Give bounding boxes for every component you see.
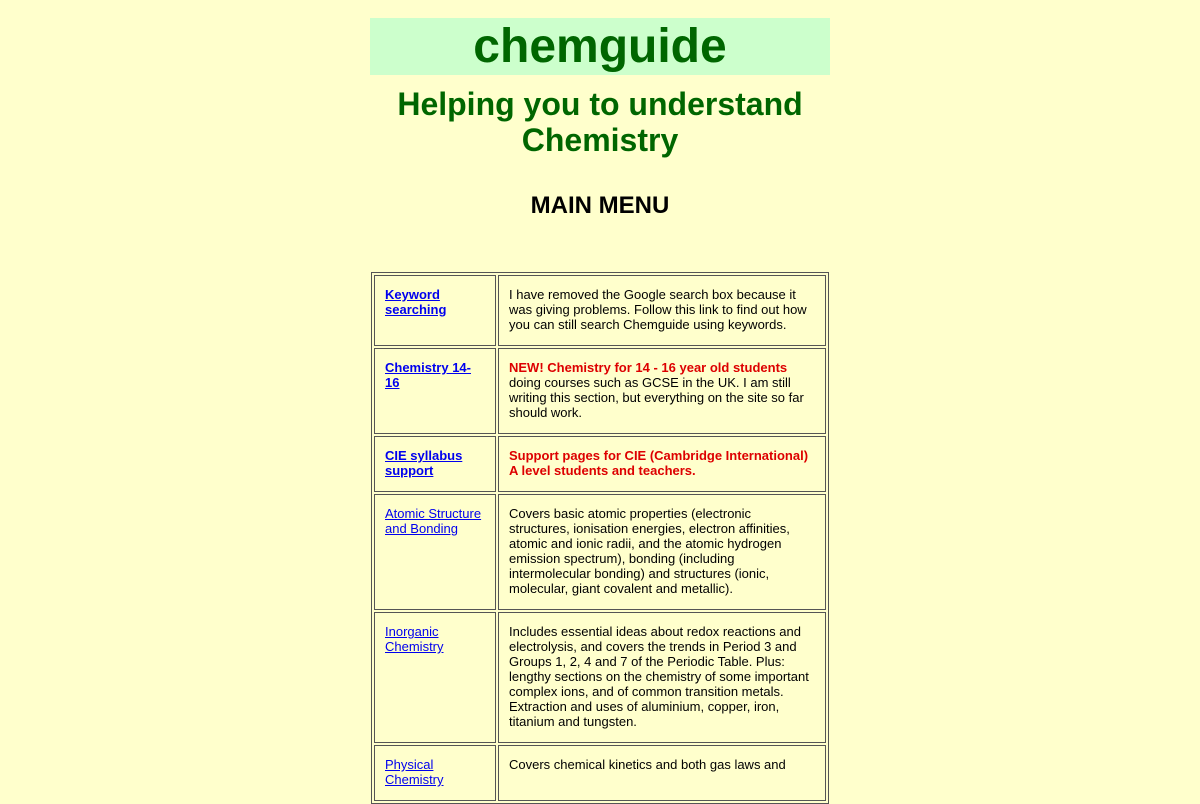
table-row	[374, 745, 826, 801]
table-row	[374, 348, 826, 434]
physical-chemistry-link[interactable]: Physical Chemistry	[385, 757, 444, 787]
row-description: Includes essential ideas about redox reactions and electrolysis, and covers the trends in Period 3 and Groups 1, 2, 4 and 7 of the Periodic Table. Plus: lengthy sections on the chemistry of some important complex ions, and of common transition metals. Extraction and uses of aluminium, copper, iron, titanium and tungsten.	[509, 624, 809, 729]
site-tagline: Helping you to understand Chemistry	[397, 86, 803, 158]
keyword-searching-link[interactable]: Keyword searching	[385, 287, 447, 317]
table-cell-description	[498, 494, 826, 610]
row-highlight: NEW! Chemistry for 14 - 16 year old students	[509, 360, 788, 375]
table-cell-link	[374, 612, 496, 743]
table-cell-link	[374, 348, 496, 434]
table-row	[374, 436, 826, 492]
atomic-structure-link[interactable]: Atomic Structure and Bonding	[385, 506, 482, 536]
cie-syllabus-link[interactable]: CIE syllabus support	[385, 448, 463, 478]
site-logo: chemguide	[473, 20, 727, 73]
table-cell-link	[374, 436, 496, 492]
chemistry-14-16-link[interactable]: Chemistry 14-16	[385, 360, 471, 390]
table-cell-description	[498, 745, 826, 801]
table-row	[374, 494, 826, 610]
row-description: Covers basic atomic properties (electronic structures, ionisation energies, electron affinities, atomic and ionic radii, and the atomic hydrogen emission spectrum), bonding (including intermolecular bonding) and structures (ionic, molecular, giant covalent and metallic).	[509, 506, 790, 596]
table-row	[374, 275, 826, 346]
page-title: MAIN MENU	[530, 192, 670, 219]
table-cell-description	[498, 275, 826, 346]
row-description: doing courses such as GCSE in the UK. I am still writing this section, but everything on the site so far should work.	[509, 375, 804, 420]
table-row	[374, 612, 826, 743]
logo-banner	[370, 18, 830, 75]
table-cell-link	[374, 745, 496, 801]
table-cell-link	[374, 275, 496, 346]
table-cell-link	[374, 494, 496, 610]
table-cell-description	[498, 612, 826, 743]
table-cell-description	[498, 436, 826, 492]
inorganic-chemistry-link[interactable]: Inorganic Chemistry	[385, 624, 444, 654]
main-menu-table	[371, 272, 829, 804]
row-description: Covers chemical kinetics and both gas laws and	[509, 757, 786, 772]
table-cell-description	[498, 348, 826, 434]
row-description: I have removed the Google search box because it was giving problems. Follow this link to find out how you can still search Chemguide using keywords.	[509, 287, 807, 332]
row-highlight: Support pages for CIE (Cambridge International) A level students and teachers.	[509, 448, 809, 478]
